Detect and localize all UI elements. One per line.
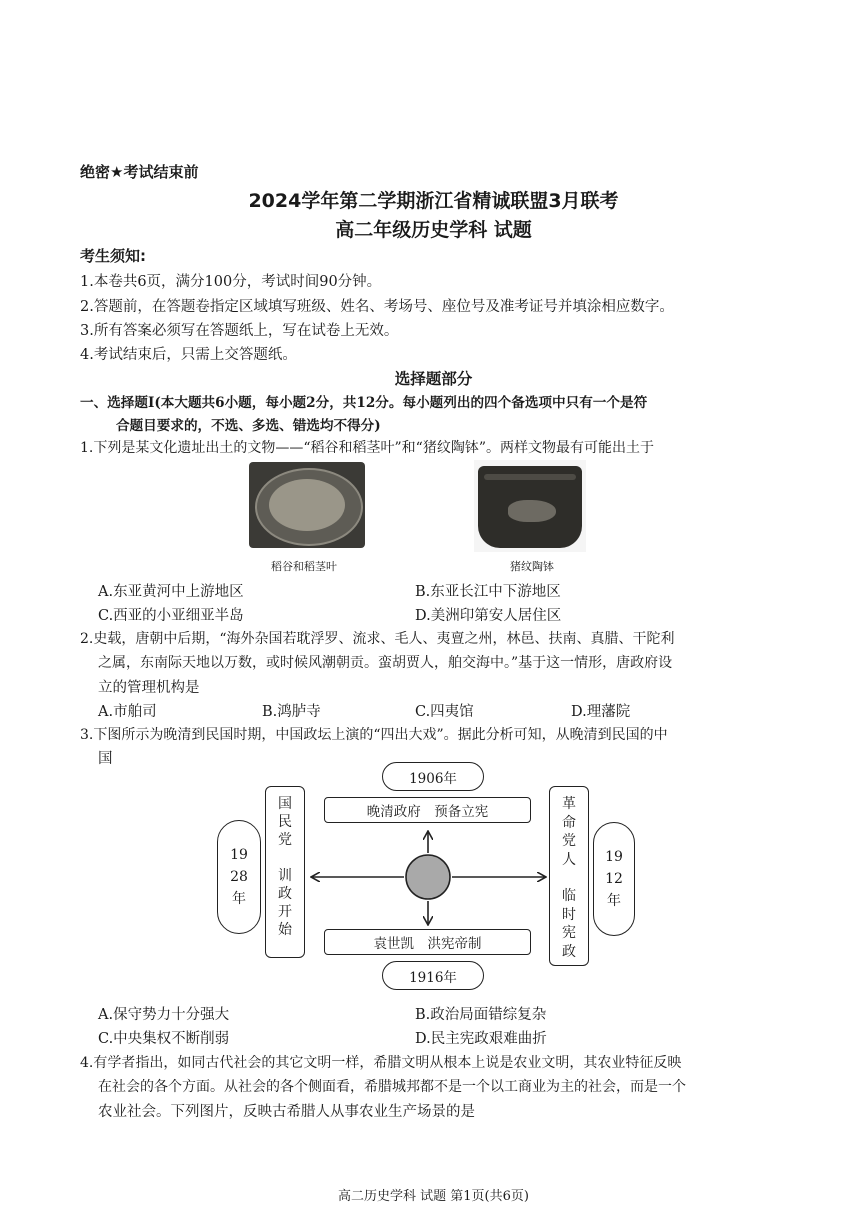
q1-stem: 1.下列是某文化遗址出土的文物——“稻谷和稻茎叶”和“猪纹陶钵”。两样文物最有可能出土于 [80, 440, 654, 456]
q1-option-b: B.东亚长江中下游地区 [415, 584, 561, 600]
pig-pottery-image [474, 460, 586, 552]
left-event-box [265, 786, 305, 958]
q3-stem-line2: 国 [98, 751, 113, 767]
q1-option-c: C.西亚的小亚细亚半岛 [98, 608, 244, 624]
q4-stem-line2: 在社会的各个方面。从社会的各个侧面看，希腊城邦都不是一个以工商业为主的社会，而是一个 [98, 1079, 686, 1095]
center-circle [406, 855, 450, 899]
right-char: 宪 [562, 925, 576, 941]
plate-grain [269, 479, 345, 531]
top-year-oval: 1906年 [382, 762, 484, 791]
pig-motif [508, 500, 556, 522]
exam-subtitle: 高二年级历史学科 试题 [335, 219, 532, 241]
q2-option-b: B.鸿胪寺 [262, 704, 321, 720]
part-instructions-cont: 合题目要求的，不选、多选、错选均不得分) [116, 418, 381, 434]
right-char: 人 [562, 851, 576, 868]
q4-stem-line1: 4.有学者指出，如同古代社会的其它文明一样，希腊文明从根本上说是农业文明，其农业特征反映 [80, 1055, 682, 1071]
right-char: 时 [562, 906, 576, 923]
right-char: 临 [562, 888, 576, 904]
q3-option-c: C.中央集权不断削弱 [98, 1031, 230, 1047]
exam-title: 2024学年第二学期浙江省精诚联盟3月联考 [248, 190, 619, 212]
q3-option-d: D.民主宪政艰难曲折 [415, 1031, 547, 1047]
left-year-oval [217, 820, 261, 934]
left-char: 政 [278, 886, 292, 902]
page-footer: 高二历史学科 试题 第1页(共6页) [338, 1189, 529, 1204]
q2-stem-line3: 立的管理机构是 [98, 680, 200, 696]
right-char: 政 [562, 943, 576, 960]
notice-item: 4.考试结束后，只需上交答题纸。 [80, 347, 297, 363]
q2-stem-line2: 之属，东南际天地以万数，或时候风潮朝贡。蛮胡贾人，舶交海中。”基于这一情形，唐政府设 [98, 655, 673, 671]
section-heading: 选择题部分 [394, 370, 473, 388]
right-year-oval [593, 822, 635, 936]
left-year-part: 28 [230, 869, 248, 885]
notice-item: 2.答题前，在答题卷指定区域填写班级、姓名、考场号、座位号及准考证号并填涂相应数字。 [80, 299, 674, 315]
left-char: 始 [278, 922, 292, 938]
q2-option-d: D.理藩院 [571, 704, 631, 720]
bottom-year-oval: 1916年 [382, 961, 484, 990]
left-char: 国 [278, 796, 292, 812]
q2-option-a: A.市舶司 [98, 704, 157, 720]
right-year-part: 12 [605, 871, 623, 887]
left-char: 开 [278, 904, 292, 920]
caption-rice: 稻谷和稻茎叶 [271, 560, 337, 573]
top-event-box: 晚清政府 预备立宪 [324, 797, 531, 823]
q2-option-c: C.四夷馆 [415, 704, 474, 720]
left-char: 训 [278, 868, 292, 884]
notice-item: 3.所有答案必须写在答题纸上，写在试卷上无效。 [80, 323, 399, 339]
q3-stem-line1: 3.下图所示为晚清到民国时期，中国政坛上演的“四出大戏”。据此分析可知，从晚清到民国的中 [80, 727, 668, 743]
left-char: 民 [278, 814, 292, 830]
q3-option-a: A.保守势力十分强大 [98, 1007, 230, 1023]
q3-option-b: B.政治局面错综复杂 [415, 1007, 547, 1023]
notice-item: 1.本卷共6页，满分100分，考试时间90分钟。 [80, 274, 382, 290]
pottery-rim [484, 474, 576, 480]
bottom-event-box: 袁世凯 洪宪帝制 [324, 929, 531, 955]
confidential-label: 绝密★考试结束前 [80, 163, 199, 181]
right-char: 党 [562, 833, 576, 849]
pottery-body [478, 466, 582, 548]
diagram-arrows [300, 822, 560, 932]
part-instructions: 一、选择题Ⅰ(本大题共6小题，每小题2分，共12分。每小题列出的四个备选项中只有一个是符 [80, 395, 648, 411]
caption-pottery: 猪纹陶钵 [510, 560, 554, 573]
q1-option-a: A.东亚黄河中上游地区 [98, 584, 244, 600]
right-char: 革 [562, 796, 576, 812]
left-year-part: 年 [232, 891, 246, 907]
left-year-part: 19 [230, 847, 248, 863]
notice-heading: 考生须知: [80, 247, 146, 265]
q1-option-d: D.美洲印第安人居住区 [415, 608, 562, 624]
rice-artifact-image [249, 462, 365, 548]
q4-stem-line3: 农业社会。下列图片，反映古希腊人从事农业生产场景的是 [98, 1104, 475, 1120]
left-char: 党 [278, 832, 292, 848]
right-year-part: 19 [605, 849, 623, 865]
q2-stem-line1: 2.史载，唐朝中后期，“海外杂国若耽浮罗、流求、毛人、夷亶之州，林邑、扶南、真腊、干陀利 [80, 631, 675, 647]
right-year-part: 年 [607, 893, 621, 909]
right-char: 命 [562, 814, 576, 831]
